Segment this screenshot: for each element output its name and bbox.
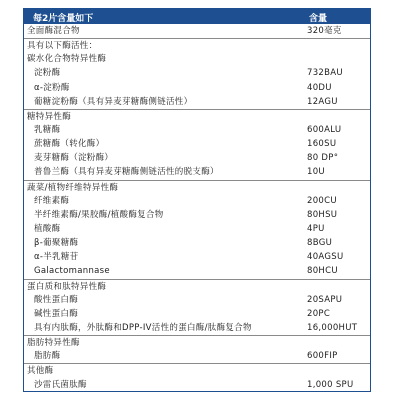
row-label: 普鲁兰酶（具有异麦芽糖酶侧链活性的脱支酶）: [34, 167, 219, 178]
table-row: [24, 165, 370, 179]
row-value: 8BGU: [307, 238, 333, 249]
row-value: 80HCU: [307, 266, 338, 277]
section-row: [24, 363, 370, 377]
row-label: 淀粉酶: [34, 68, 61, 79]
row-label: 沙雷氏菌肽酶: [34, 379, 87, 390]
table-row: [24, 151, 370, 165]
row-label: 糖特异性酶: [27, 111, 72, 122]
table-row: [24, 264, 370, 278]
row-value: 732BAU: [307, 68, 343, 79]
row-label: 具有以下酶活性：: [27, 41, 98, 52]
section-row: [24, 24, 370, 38]
row-value: 4PU: [307, 223, 325, 234]
section-row: [24, 38, 370, 52]
row-value: 20PC: [307, 308, 331, 319]
section-row: [24, 109, 370, 123]
row-value: 10U: [307, 167, 325, 178]
row-value: 12AGU: [307, 96, 338, 107]
table-row: [24, 194, 370, 208]
table-row: [24, 95, 370, 109]
row-label: 纤维素酶: [34, 195, 70, 206]
row-value: 20SAPU: [307, 294, 343, 305]
row-label: 蔗糖酶（转化酶）: [34, 139, 105, 150]
table-row: [24, 293, 370, 307]
table-row: [24, 66, 370, 80]
table-row: [24, 321, 370, 335]
table-row: [24, 208, 370, 222]
row-label: 植酸酶: [34, 223, 61, 234]
row-label: 酸性蛋白酶: [34, 294, 79, 305]
row-label: 葡糖淀粉酶（具有异麦芽糖酶侧链活性）: [34, 96, 193, 107]
section-row: [24, 52, 370, 66]
table-row: [24, 250, 370, 264]
table-row: [24, 81, 370, 95]
row-value: 1,000 SPU: [307, 379, 354, 390]
row-value: 600ALU: [307, 124, 342, 135]
table-row: [24, 378, 370, 392]
row-label: 碳水化合物特异性酶: [27, 54, 107, 65]
row-value: 160SU: [307, 139, 337, 150]
row-label: Galactomannase: [34, 266, 110, 277]
section-row: [24, 279, 370, 293]
row-label: 麦芽糖酶（淀粉酶）: [34, 153, 114, 164]
row-value: 40AGSU: [307, 252, 344, 263]
table-body: [24, 24, 370, 392]
row-label: 脂肪特异性酶: [27, 338, 80, 349]
row-label: 蛋白质和肽特异性酶: [27, 281, 107, 292]
header-dose-label: 每2片含量如下: [33, 14, 94, 24]
table-row: [24, 307, 370, 321]
row-label: 具有内肽酶，外肽酶和DPP-IV活性的蛋白酶/肽酶复合物: [34, 322, 252, 333]
row-value: 16,000HUT: [307, 322, 358, 333]
row-value: 40DU: [307, 82, 332, 93]
row-label: 全面酶混合物: [27, 26, 80, 36]
table-row: [24, 236, 370, 250]
row-label: α-淀粉酶: [34, 82, 70, 93]
section-row: [24, 335, 370, 349]
section-row: [24, 180, 370, 194]
table-row: [24, 137, 370, 151]
row-value: 320毫克: [307, 26, 342, 36]
row-label: 乳糖酶: [34, 124, 61, 135]
row-value: 80 DP°: [307, 153, 339, 164]
row-label: α-半乳糖苷: [34, 252, 79, 263]
row-label: 脂肪酶: [34, 351, 61, 362]
row-label: 半纤维素酶/果胶酶/植酸酶复合物: [34, 209, 164, 220]
row-label: β-葡聚糖酶: [34, 238, 79, 249]
table-row: [24, 349, 370, 363]
table-row: [24, 123, 370, 137]
table-row: [24, 222, 370, 236]
enzyme-table: [23, 8, 371, 392]
row-value: 200CU: [307, 195, 337, 206]
row-label: 碱性蛋白酶: [34, 308, 79, 319]
row-label: 其他酶: [27, 366, 54, 377]
row-value: 80HSU: [307, 209, 338, 220]
row-value: 600FIP: [307, 351, 338, 362]
table-header: [24, 9, 370, 24]
row-label: 蔬菜/植物纤维特异性酶: [27, 182, 119, 193]
header-content-label: 含量: [309, 14, 328, 24]
